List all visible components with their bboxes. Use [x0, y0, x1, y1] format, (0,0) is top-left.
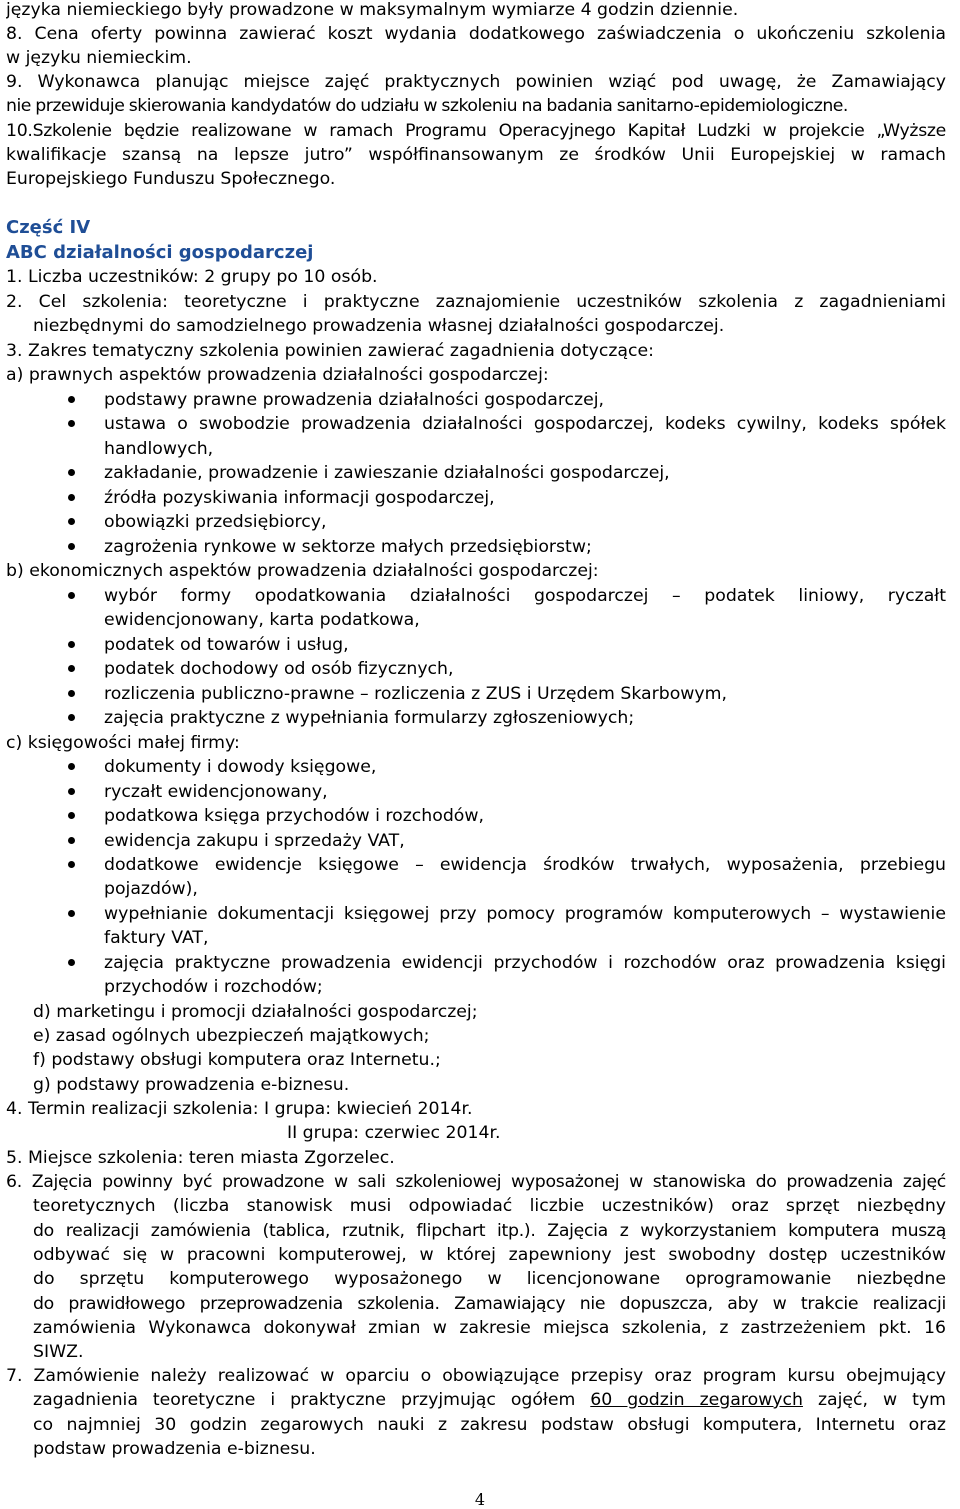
list-item-1: 1. Liczba uczestników: 2 grupy po 10 osób.	[6, 267, 378, 287]
bullet-icon	[68, 837, 75, 844]
bullet-item: wybór formy opodatkowania działalności gospodarczej – podatek liniowy, ryczałt	[104, 586, 946, 606]
bullet-icon	[68, 861, 75, 868]
bullet-icon	[68, 469, 75, 476]
bullet-item: dodatkowe ewidencje księgowe – ewidencja środków trwałych, wyposażenia, przebiegu	[104, 855, 946, 875]
bullet-item: podstawy prawne prowadzenia działalności gospodarczej,	[104, 390, 605, 410]
bullet-icon	[68, 959, 75, 966]
bullet-item: zakładanie, prowadzenie i zawieszanie działalności gospodarczej,	[104, 463, 670, 483]
bullet-item: zagrożenia rynkowe w sektorze małych przedsiębiorstw;	[104, 537, 592, 557]
sublist-a: a) prawnych aspektów prowadzenia działalności gospodarczej:	[6, 365, 549, 385]
text-line: nie przewiduje skierowania kandydatów do udziału w szkoleniu na badania sanitarno-epidemiologiczne.	[6, 96, 848, 116]
list-item-4: 4. Termin realizacji szkolenia: I grupa: kwiecień 2014r.	[6, 1099, 473, 1119]
bullet-icon	[68, 420, 75, 427]
text-line: do prawidłowego przeprowadzenia szkolenia. Zamawiający nie dopuszcza, aby w trakcie realizacji	[33, 1294, 946, 1314]
text-line: języka niemieckiego były prowadzone w maksymalnym wymiarze 4 godzin dziennie.	[6, 0, 739, 20]
sublist-c: c) księgowości małej firmy:	[6, 733, 240, 753]
text-line: przychodów i rozchodów;	[104, 977, 323, 997]
sublist-g: g) podstawy prowadzenia e-biznesu.	[33, 1075, 350, 1095]
section-title: ABC działalności gospodarczej	[6, 242, 314, 263]
text-segment: zagadnienia teoretyczne i praktyczne przyjmując ogółem	[33, 1390, 591, 1410]
bullet-item: ryczałt ewidencjonowany,	[104, 782, 328, 802]
bullet-item: rozliczenia publiczno-prawne – rozliczenia z ZUS i Urzędem Skarbowym,	[104, 684, 727, 704]
bullet-icon	[68, 518, 75, 525]
bullet-icon	[68, 714, 75, 721]
bullet-icon	[68, 592, 75, 599]
bullet-item: zajęcia praktyczne z wypełniania formularzy zgłoszeniowych;	[104, 708, 635, 728]
sublist-e: e) zasad ogólnych ubezpieczeń majątkowych;	[33, 1026, 430, 1046]
text-line	[33, 1388, 946, 1412]
sublist-f: f) podstawy obsługi komputera oraz Internetu.;	[33, 1050, 441, 1070]
text-line: w języku niemieckim.	[6, 48, 192, 68]
text-line: teoretycznych (liczba stanowisk musi odpowiadać liczbie uczestników) oraz sprzęt niezbędny	[33, 1196, 946, 1216]
list-item-6: 6. Zajęcia powinny być prowadzone w sali szkoleniowej wyposażonej w stanowiska do prowadzenia zajęć	[6, 1172, 946, 1192]
bullet-icon	[68, 665, 75, 672]
list-item-9: 9. Wykonawca planując miejsce zajęć praktycznych powinien wziąć pod uwagę, że Zamawiający	[6, 72, 946, 92]
underlined-text: 60 godzin zegarowych	[590, 1390, 803, 1410]
bullet-icon	[68, 788, 75, 795]
bullet-item: ustawa o swobodzie prowadzenia działalności gospodarczej, kodeks cywilny, kodeks spółek	[104, 414, 946, 434]
list-item-3: 3. Zakres tematyczny szkolenia powinien zawierać zagadnienia dotyczące:	[6, 341, 654, 361]
list-item-5: 5. Miejsce szkolenia: teren miasta Zgorzelec.	[6, 1148, 395, 1168]
sublist-b: b) ekonomicznych aspektów prowadzenia działalności gospodarczej:	[6, 561, 599, 581]
text-line: odbywać się w pracowni komputerowej, w której zapewniony jest swobodny dostęp uczestników	[33, 1245, 946, 1265]
bullet-icon	[68, 763, 75, 770]
bullet-item: obowiązki przedsiębiorcy,	[104, 512, 327, 532]
text-line: handlowych,	[104, 439, 214, 459]
bullet-icon	[68, 396, 75, 403]
bullet-item: podatek od towarów i usług,	[104, 635, 349, 655]
bullet-icon	[68, 812, 75, 819]
text-line: kwalifikacje szansą na lepsze jutro” współfinansowanym ze środków Unii Europejskiej w ramach	[6, 145, 946, 165]
page-number: 4	[474, 1490, 486, 1509]
list-item-2: 2. Cel szkolenia: teoretyczne i praktyczne zaznajomienie uczestników szkolenia z zagadnieniami	[6, 292, 946, 312]
text-line: podstaw prowadzenia e-biznesu.	[33, 1439, 316, 1459]
bullet-item: dokumenty i dowody księgowe,	[104, 757, 377, 777]
text-line: pojazdów),	[104, 879, 198, 899]
bullet-item: podatkowa księga przychodów i rozchodów,	[104, 806, 484, 826]
text-line: Europejskiego Funduszu Społecznego.	[6, 169, 336, 189]
text-line: II grupa: czerwiec 2014r.	[287, 1123, 501, 1143]
list-item-7: 7. Zamówienie należy realizować w oparciu o obowiązujące przepisy oraz program kursu obejmujący	[6, 1366, 946, 1386]
text-line: SIWZ.	[33, 1342, 84, 1362]
bullet-item: źródła pozyskiwania informacji gospodarczej,	[104, 488, 495, 508]
text-line: faktury VAT,	[104, 928, 209, 948]
section-heading: Część IV	[6, 217, 91, 238]
text-line: do realizacji zamówienia (tablica, rzutnik, flipchart itp.). Zajęcia z wykorzystaniem komputera muszą	[33, 1221, 946, 1241]
text-line: zamówienia Wykonawca dokonywał zmian w zakresie miejsca szkolenia, z zastrzeżeniem pkt. 16	[33, 1318, 946, 1338]
text-segment: zajęć, w tym	[802, 1390, 946, 1410]
bullet-icon	[68, 494, 75, 501]
bullet-icon	[68, 543, 75, 550]
bullet-item: zajęcia praktyczne prowadzenia ewidencji przychodów i rozchodów oraz prowadzenia księgi	[104, 953, 946, 973]
text-line: niezbędnymi do samodzielnego prowadzenia własnej działalności gospodarczej.	[33, 316, 725, 336]
bullet-item: wypełnianie dokumentacji księgowej przy pomocy programów komputerowych – wystawienie	[104, 904, 946, 924]
bullet-icon	[68, 910, 75, 917]
text-line: ewidencjonowany, karta podatkowa,	[104, 610, 420, 630]
bullet-item: podatek dochodowy od osób fizycznych,	[104, 659, 454, 679]
bullet-icon	[68, 641, 75, 648]
list-item-10: 10.Szkolenie będzie realizowane w ramach Programu Operacyjnego Kapitał Ludzki w projekcie „Wyższe	[6, 121, 946, 141]
text-line: co najmniej 30 godzin zegarowych nauki z zakresu podstaw obsługi komputera, Internetu oraz	[33, 1415, 946, 1435]
list-item-8: 8. Cena oferty powinna zawierać koszt wydania dodatkowego zaświadczenia o ukończeniu szkolenia	[6, 24, 946, 44]
bullet-item: ewidencja zakupu i sprzedaży VAT,	[104, 831, 405, 851]
bullet-icon	[68, 690, 75, 697]
sublist-d: d) marketingu i promocji działalności gospodarczej;	[33, 1002, 478, 1022]
text-line: do sprzętu komputerowego wyposażonego w licencjonowane oprogramowanie niezbędne	[33, 1269, 946, 1289]
